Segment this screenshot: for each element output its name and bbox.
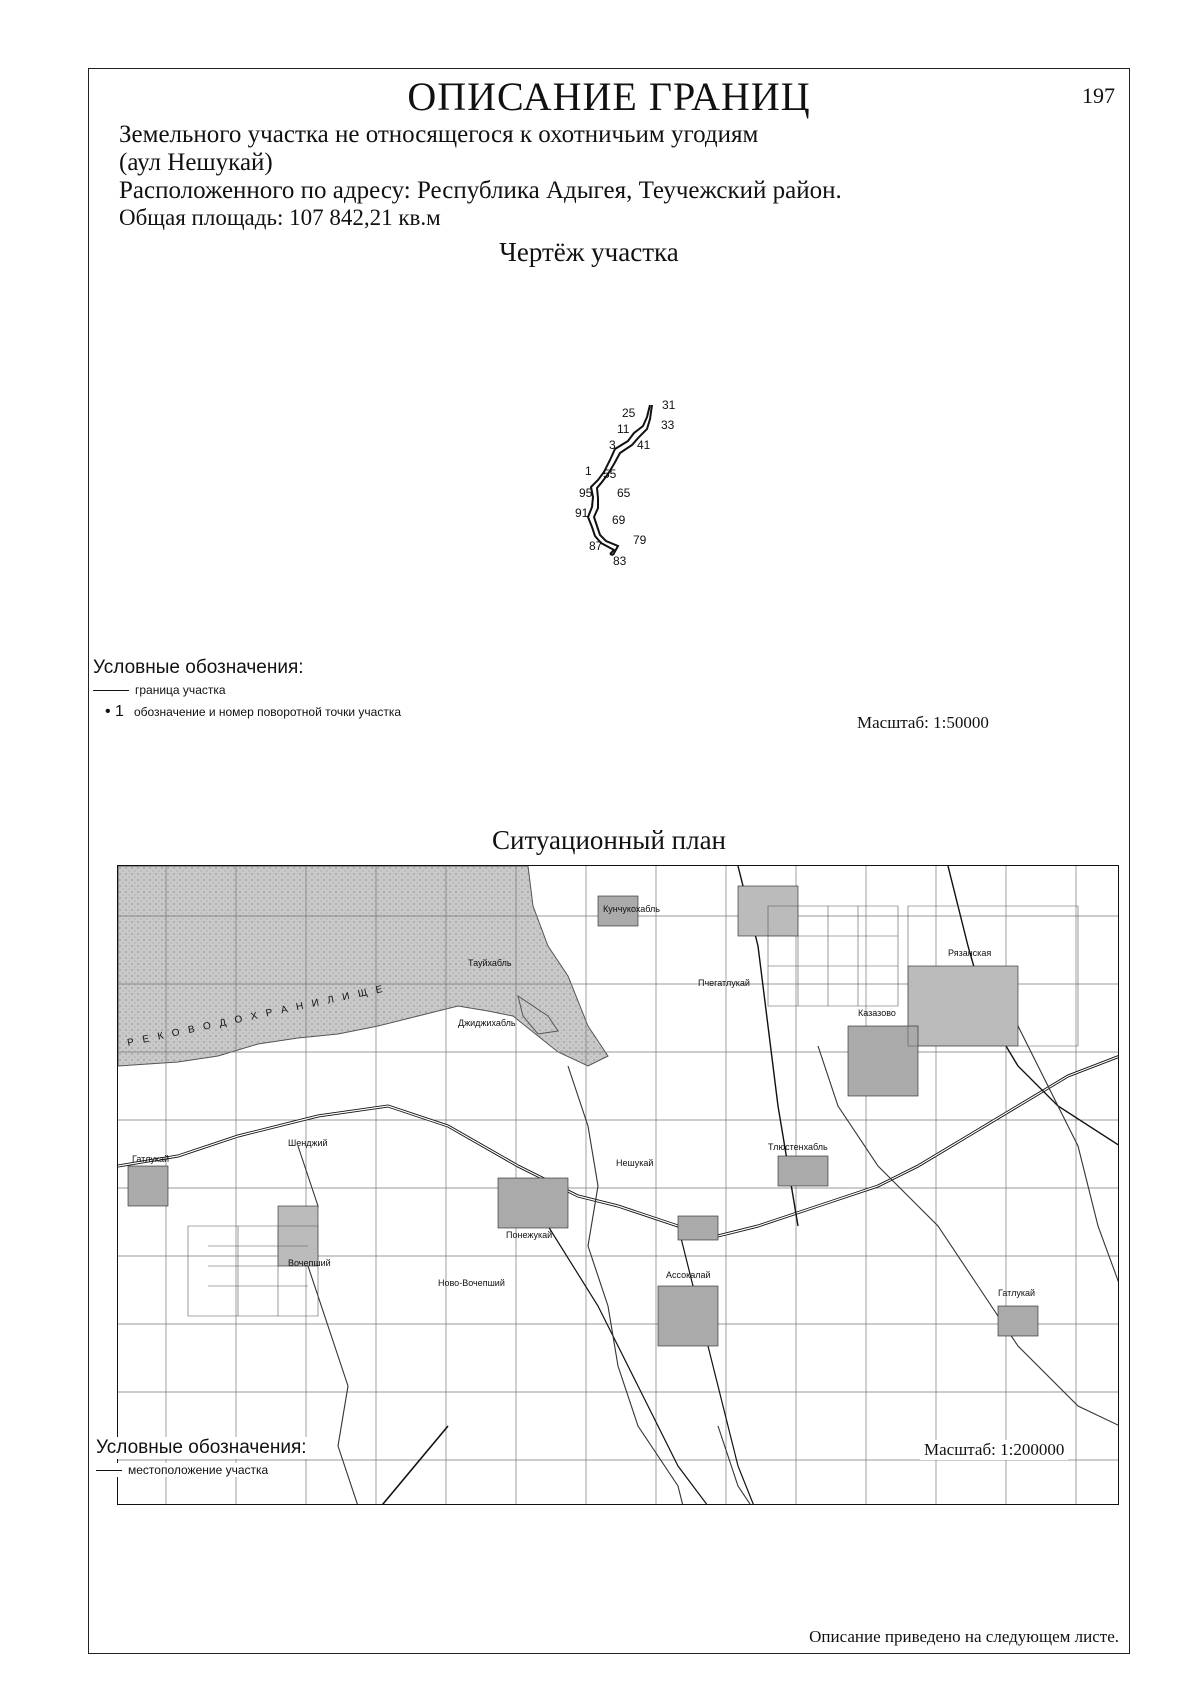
point-label-3: 3 [609, 438, 616, 452]
situation-heading: Ситуационный план [491, 825, 727, 855]
description-line-2: (аул Нешукай) [119, 149, 273, 176]
description-line-1: Земельного участка не относящегося к охотничьим угодиям [119, 121, 759, 148]
village-label-8: Ново-Вочепший [438, 1278, 505, 1288]
point-label-41: 41 [637, 438, 651, 452]
village-label-4: Ассокалай [666, 1270, 711, 1280]
point-label-65: 65 [617, 486, 631, 500]
village-label-15: Рязанская [948, 948, 992, 958]
village-label-3: Нешукай [616, 1158, 654, 1168]
reservoir-label: Р Е К О В О Д О Х Р А Н И Л И Щ Е [126, 983, 387, 1049]
situation-map-drawing [118, 866, 1119, 1505]
point-label-95: 95 [579, 486, 593, 500]
village-label-14: Шенджий [288, 1138, 328, 1148]
village-label-1: Кунчукохабль [603, 904, 660, 914]
description-area: Общая площадь: 107 842,21 кв.м [119, 205, 441, 230]
page-frame [88, 68, 1130, 1654]
point-marker-sample: • 1 [105, 703, 124, 720]
map-legend-heading: Условные обозначения: [92, 1437, 311, 1459]
boundary-line-sample [93, 690, 129, 691]
point-label-83: 83 [613, 554, 627, 568]
village-label-11: Казазово [858, 1008, 896, 1018]
footer-note: Описание приведено на следующем листе. [809, 1627, 1119, 1646]
plot-legend-boundary [93, 683, 226, 697]
point-label-87: 87 [589, 539, 603, 553]
village-label-9: Гатлукай [132, 1154, 170, 1164]
village-label-13: Тауйхабль [468, 958, 512, 968]
point-label-33: 33 [661, 418, 675, 432]
point-label-1: 1 [585, 464, 592, 478]
plot-point-labels [575, 398, 676, 568]
village-label-10: Джиджихабль [458, 1018, 516, 1028]
point-label-79: 79 [633, 533, 647, 547]
page-number: 197 [1082, 83, 1115, 108]
village-label-5: Тлюстенхабль [768, 1142, 828, 1152]
location-line-sample [96, 1470, 122, 1471]
village-label-6: Вочепший [288, 1258, 331, 1268]
village-label-12: Гатлукай [998, 1288, 1036, 1298]
plot-scale: Масштаб: 1:50000 [857, 713, 989, 732]
plot-heading: Чертёж участка [499, 237, 679, 267]
boundary-legend-text: граница участка [135, 683, 226, 697]
plot-drawing [89, 69, 1129, 589]
plot-legend-heading: Условные обозначения: [93, 657, 304, 678]
point-label-55: 55 [603, 467, 617, 481]
point-label-69: 69 [612, 513, 626, 527]
point-label-11: 11 [617, 422, 630, 436]
reservoir-area [118, 866, 608, 1066]
location-legend-text: местоположение участка [128, 1463, 269, 1477]
point-label-25: 25 [622, 406, 636, 420]
plot-legend-point [105, 703, 401, 721]
map-scale: Масштаб: 1:200000 [920, 1440, 1068, 1460]
map-legend-location [92, 1463, 272, 1477]
situation-map [117, 865, 1119, 1505]
point-legend-text: обозначение и номер поворотной точки участка [133, 705, 402, 719]
point-label-31: 31 [662, 398, 676, 412]
village-label-2: Пчегатлукай [698, 978, 750, 988]
village-label-7: Понежукай [506, 1230, 553, 1240]
description-address: Расположенного по адресу: Республика Адыгея, Теучежский район. [119, 177, 842, 204]
page-title: ОПИСАНИЕ ГРАНИЦ [407, 74, 811, 119]
point-label-91: 91 [575, 506, 589, 520]
